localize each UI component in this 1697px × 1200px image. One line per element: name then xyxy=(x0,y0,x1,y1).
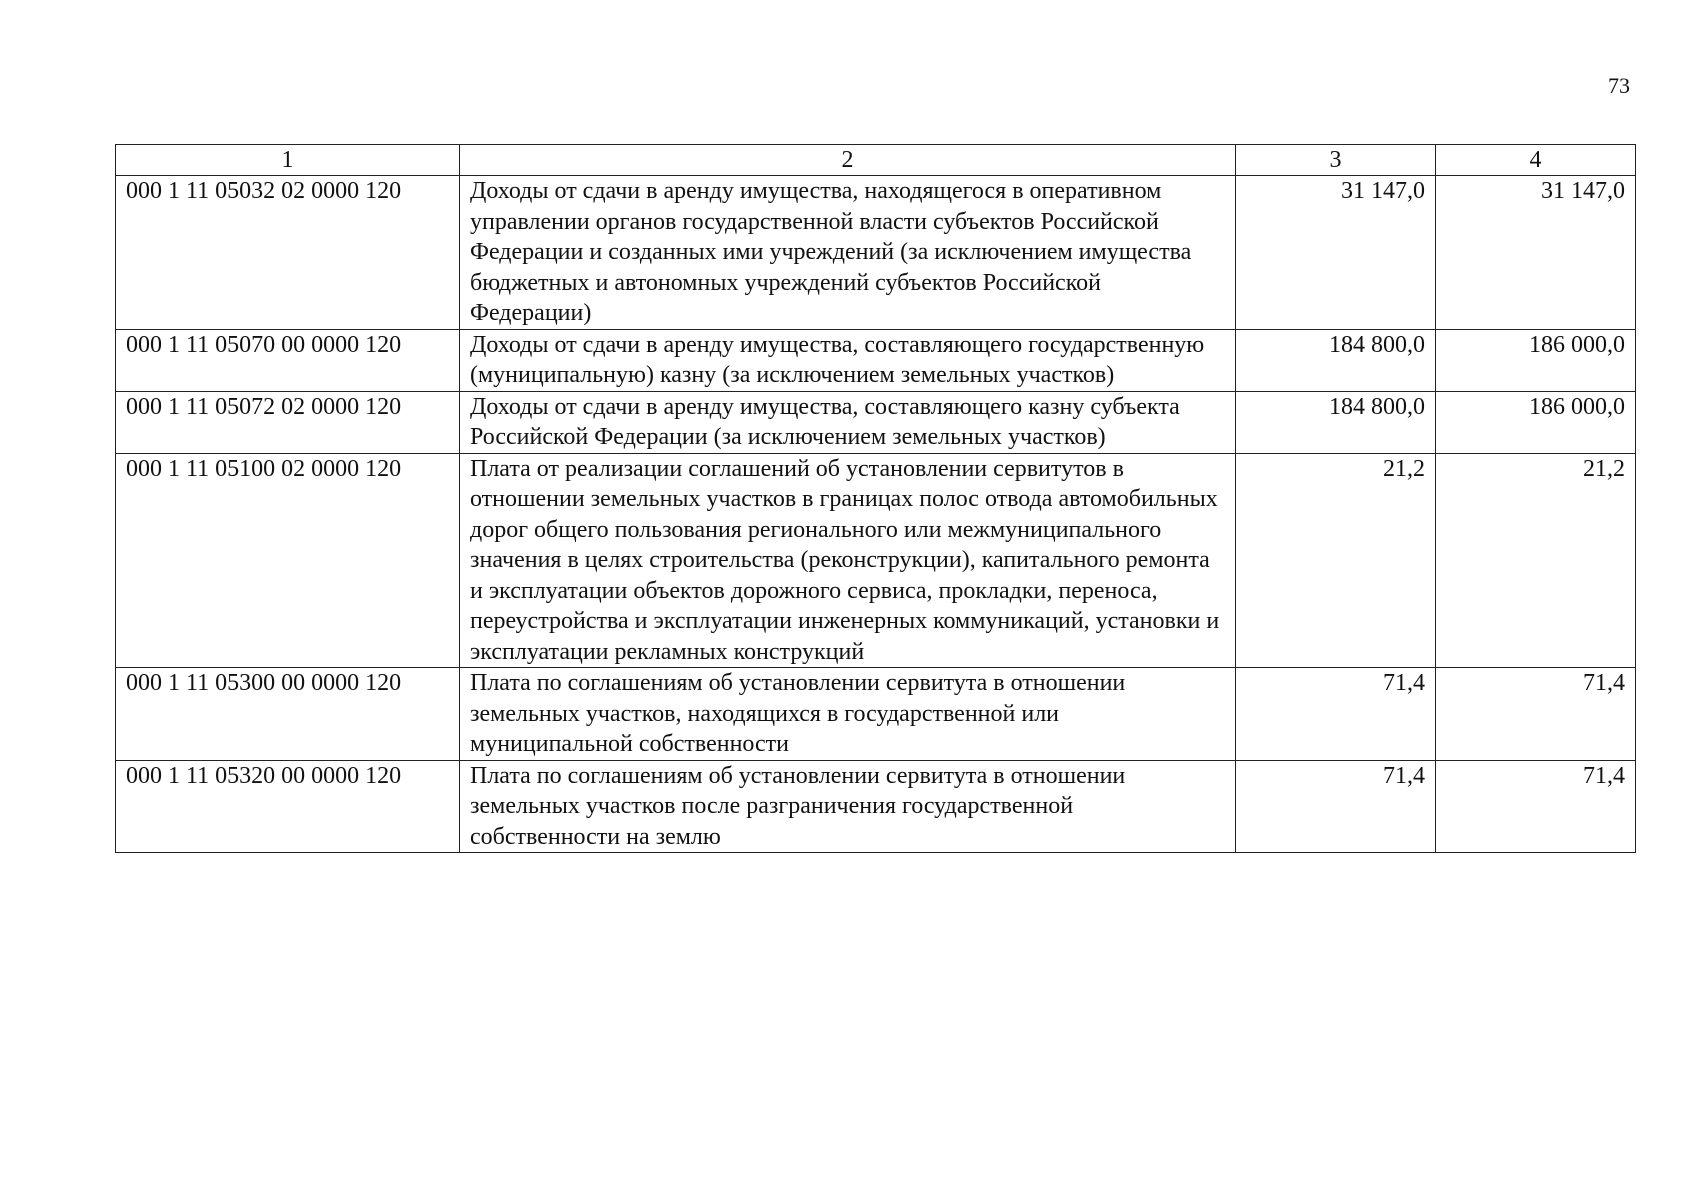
table-row xyxy=(116,668,1636,761)
page-number: 73 xyxy=(1608,73,1630,98)
budget-code: 000 1 11 05320 00 0000 120 xyxy=(116,760,460,853)
amount-col-4: 186 000,0 xyxy=(1436,329,1636,391)
budget-code: 000 1 11 05032 02 0000 120 xyxy=(116,176,460,330)
amount-col-4: 71,4 xyxy=(1436,668,1636,761)
revenue-table xyxy=(115,144,1636,853)
amount-col-3: 184 800,0 xyxy=(1236,329,1436,391)
budget-code: 000 1 11 05072 02 0000 120 xyxy=(116,391,460,453)
table-row xyxy=(116,329,1636,391)
header-col-1: 1 xyxy=(116,145,460,176)
amount-col-3: 184 800,0 xyxy=(1236,391,1436,453)
revenue-description: Плата от реализации соглашений об установлении сервитутов в отношении земельных участков в границах полос отвода автомобильных дорог общего пользования регионального или межмуниципального значения в целях строительства (реконструкции), капитального ремонта и эксплуатации объектов дорожного сервиса, прокладки, переноса, переустройства и эксплуатации инженерных коммуникаций, установки и эксплуатации рекламных конструкций xyxy=(460,453,1236,668)
table-body xyxy=(116,176,1636,853)
amount-col-3: 71,4 xyxy=(1236,760,1436,853)
amount-col-4: 21,2 xyxy=(1436,453,1636,668)
amount-col-4: 31 147,0 xyxy=(1436,176,1636,330)
header-row xyxy=(116,145,1636,176)
table-row xyxy=(116,391,1636,453)
amount-col-3: 21,2 xyxy=(1236,453,1436,668)
revenue-description: Плата по соглашениям об установлении сервитута в отношении земельных участков, находящихся в государственной или муниципальной собственности xyxy=(460,668,1236,761)
revenue-description: Доходы от сдачи в аренду имущества, составляющего казну субъекта Российской Федерации (за исключением земельных участков) xyxy=(460,391,1236,453)
budget-code: 000 1 11 05070 00 0000 120 xyxy=(116,329,460,391)
header-col-3: 3 xyxy=(1236,145,1436,176)
table-row xyxy=(116,453,1636,668)
header-col-2: 2 xyxy=(460,145,1236,176)
amount-col-3: 71,4 xyxy=(1236,668,1436,761)
amount-col-4: 186 000,0 xyxy=(1436,391,1636,453)
budget-code: 000 1 11 05300 00 0000 120 xyxy=(116,668,460,761)
table-row xyxy=(116,760,1636,853)
table-header xyxy=(116,145,1636,176)
revenue-description: Доходы от сдачи в аренду имущества, составляющего государственную (муниципальную) казну (за исключением земельных участков) xyxy=(460,329,1236,391)
amount-col-4: 71,4 xyxy=(1436,760,1636,853)
header-col-4: 4 xyxy=(1436,145,1636,176)
budget-code: 000 1 11 05100 02 0000 120 xyxy=(116,453,460,668)
table-row xyxy=(116,176,1636,330)
revenue-description: Плата по соглашениям об установлении сервитута в отношении земельных участков после разграничения государственной собственности на землю xyxy=(460,760,1236,853)
revenue-description: Доходы от сдачи в аренду имущества, находящегося в оперативном управлении органов государственной власти субъектов Российской Федерации и созданных ими учреждений (за исключением имущества бюджетных и автономных учреждений субъектов Российской Федерации) xyxy=(460,176,1236,330)
amount-col-3: 31 147,0 xyxy=(1236,176,1436,330)
